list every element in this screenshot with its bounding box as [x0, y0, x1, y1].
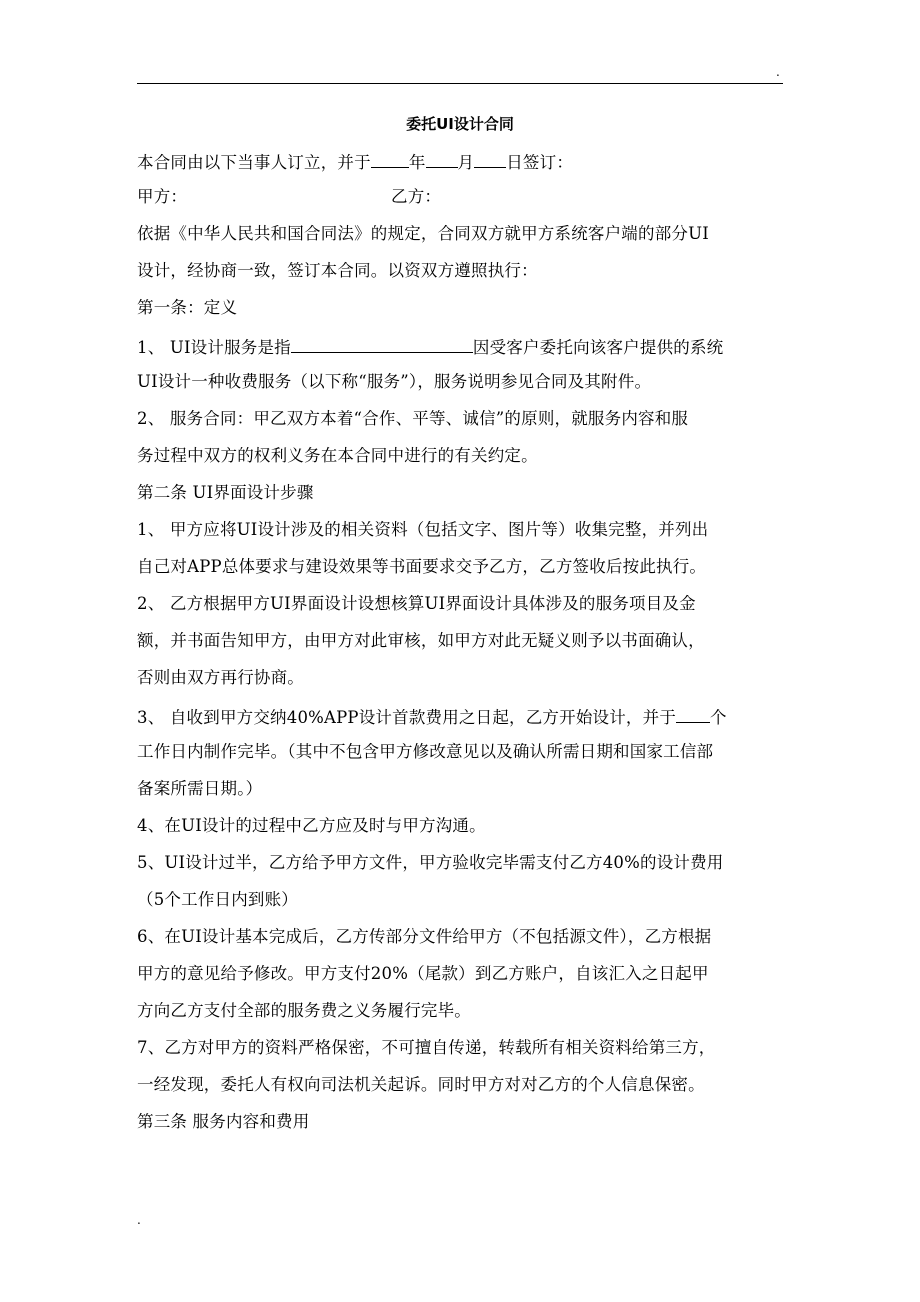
paragraph-line: 一经发现，委托人有权向司法机关起诉。同时甲方对对乙方的个人信息保密。	[137, 1075, 705, 1094]
paragraph-line: 自己对APP总体要求与建设效果等书面要求交予乙方，乙方签收后按此执行。	[137, 557, 707, 576]
month-blank[interactable]	[426, 149, 458, 168]
paragraph-line: UI设计一种收费服务（以下称“服务”），服务说明参见合同及其附件。	[137, 372, 652, 391]
paragraph-line: 2、 服务合同：甲乙双方本着“合作、平等、诚信”的原则，就服务内容和服	[137, 409, 689, 428]
paragraph-line: 5、UI设计过半，乙方给予甲方文件，甲方验收完毕需支付乙方40%的设计费用	[137, 853, 724, 872]
paragraph-line: 方向乙方支付全部的服务费之义务履行完毕。	[137, 1001, 471, 1020]
paragraph-line: 额，并书面告知甲方，由甲方对此审核，如甲方对此无疑义则予以书面确认，	[137, 631, 705, 650]
header-dot: .	[776, 65, 780, 79]
paragraph-line: 设计，经协商一致，签订本合同。以资双方遵照执行：	[137, 261, 538, 280]
schedule-line: 3、 自收到甲方交纳40%APP设计首款费用之日起，乙方开始设计，并于 个	[137, 704, 727, 729]
header-rule	[137, 83, 783, 84]
paragraph-line: 甲方的意见给予修改。甲方支付20%（尾款）到乙方账户，自该汇入之日起甲	[137, 964, 709, 983]
definition-line: 1、 UI设计服务是指 因受客户委托向该客户提供的系统	[137, 334, 723, 359]
paragraph-line: 6、在UI设计基本完成后，乙方传部分文件给甲方（不包括源文件），乙方根据	[137, 927, 712, 946]
paragraph-line: 1、 甲方应将UI设计涉及的相关资料（包括文字、图片等）收集完整，并列出	[137, 520, 709, 539]
section-heading: 第三条 服务内容和费用	[137, 1112, 310, 1131]
footer-dot: .	[137, 1213, 141, 1227]
party-a-label: 甲方：	[137, 187, 188, 206]
section-heading: 第二条 UI界面设计步骤	[137, 483, 314, 502]
signing-line: 本合同由以下当事人订立，并于 年 月 日签订：	[137, 149, 573, 174]
workdays-blank[interactable]	[676, 704, 710, 723]
party-b-label: 乙方：	[391, 187, 442, 206]
day-blank[interactable]	[474, 149, 506, 168]
paragraph-line: 务过程中双方的权利义务在本合同中进行的有关约定。	[137, 446, 538, 465]
paragraph-line: 依据《中华人民共和国合同法》的规定，合同双方就甲方系统客户端的部分UI	[137, 224, 709, 243]
paragraph-line: 2、 乙方根据甲方UI界面设计设想核算UI界面设计具体涉及的服务项目及金	[137, 594, 696, 613]
service-provider-blank[interactable]	[291, 334, 473, 353]
section-heading: 第一条：定义	[137, 298, 238, 317]
paragraph-line: 7、乙方对甲方的资料严格保密，不可擅自传递，转载所有相关资料给第三方，	[137, 1038, 716, 1057]
year-blank[interactable]	[371, 149, 409, 168]
paragraph-line: 工作日内制作完毕。（其中不包含甲方修改意见以及确认所需日期和国家工信部	[137, 742, 714, 761]
paragraph-line: （5个工作日内到账）	[137, 890, 298, 909]
paragraph-line: 4、在UI设计的过程中乙方应及时与甲方沟通。	[137, 816, 486, 835]
paragraph-line: 备案所需日期。）	[137, 779, 263, 798]
paragraph-line: 否则由双方再行协商。	[137, 668, 304, 687]
document-title: 委托UI设计合同	[406, 115, 514, 133]
